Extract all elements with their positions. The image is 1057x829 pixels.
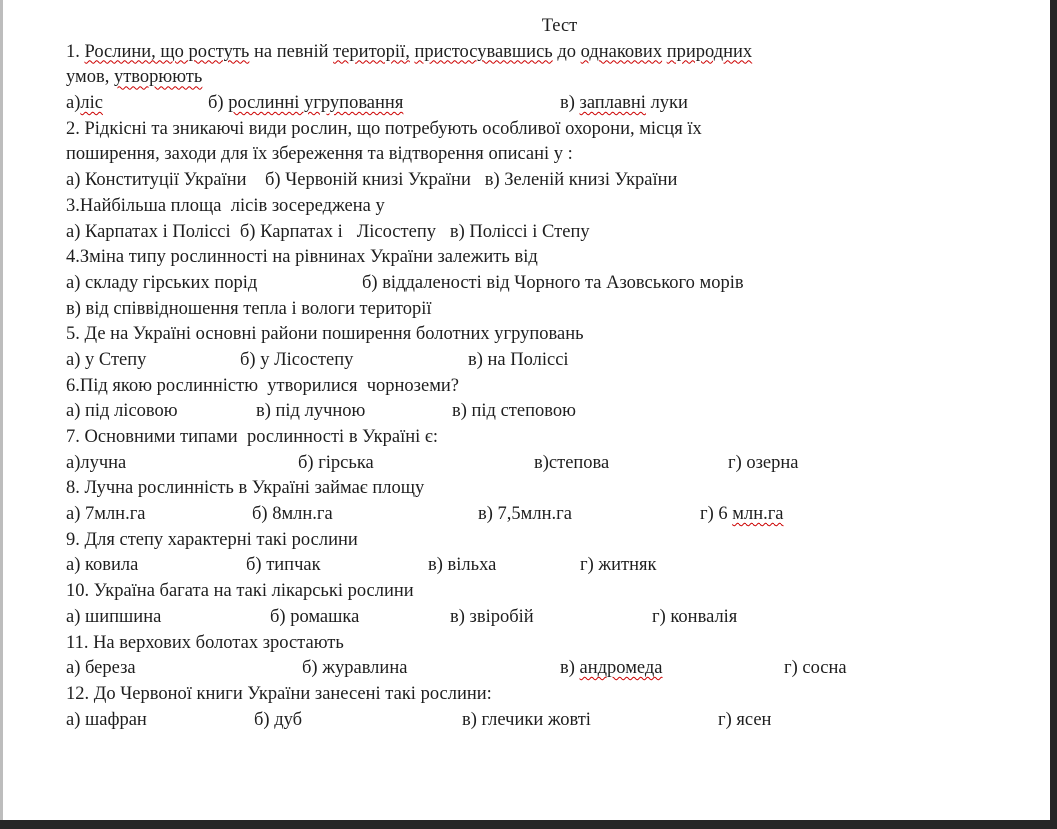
question-4-option-c: в) від співвідношення тепла і вологи території xyxy=(66,298,432,319)
question-1-line-2: умов, утворюють xyxy=(66,67,203,88)
question-12-options xyxy=(66,708,1027,734)
q5-option-b: б) у Лісостепу xyxy=(240,349,354,370)
q5-option-c: в) на Поліссі xyxy=(468,349,569,370)
q7-option-d: г) озерна xyxy=(728,452,799,473)
q8-option-a: а) 7млн.га xyxy=(66,504,146,525)
question-7-line-1: 7. Основними типами рослинності в Україні є: xyxy=(66,427,438,447)
question-11-options xyxy=(66,656,1027,682)
question-9-line-1: 9. Для степу характерні такі рослини xyxy=(66,529,358,550)
question-6-line-1: 6.Під якою рослинністю утворилися чорноземи? xyxy=(66,375,460,396)
q7-option-b: б) гірська xyxy=(298,452,374,473)
question-5-line-1: 5. Де на Україні основні райони поширення болотних угруповань xyxy=(66,324,584,345)
q4-option-b: б) віддаленості від Чорного та Азовського морів xyxy=(362,272,744,293)
question-11-line-1: 11. На верхових болотах зростають xyxy=(66,632,344,653)
page-left-edge xyxy=(0,0,3,829)
page-right-shadow xyxy=(1050,0,1057,829)
page-bottom-shadow xyxy=(0,820,1057,829)
q11-option-a: а) береза xyxy=(66,658,136,679)
question-3-line-1: 3.Найбільша площа лісів зосереджена у xyxy=(66,195,385,216)
q5-option-a: а) у Степу xyxy=(66,349,147,370)
q1-option-c: в) заплавні луки xyxy=(560,93,688,114)
q11-option-d: г) сосна xyxy=(784,658,847,679)
q9-option-a: а) ковила xyxy=(66,555,139,576)
q10-option-b: б) ромашка xyxy=(270,606,360,627)
q8-option-d: г) 6 млн.га xyxy=(700,504,784,525)
q1-option-b: б) рослинні угруповання xyxy=(208,93,404,114)
q12-option-d: г) ясен xyxy=(718,709,772,730)
q9-option-d: г) житняк xyxy=(580,555,657,576)
question-6-options xyxy=(66,399,1027,425)
q8-option-b: б) 8млн.га xyxy=(252,504,333,525)
q12-option-b: б) дуб xyxy=(254,709,303,730)
question-12-line-1: 12. До Червоної книги України занесені такі рослини: xyxy=(66,683,492,704)
q9-option-c: в) вільха xyxy=(428,555,497,576)
question-8-line-1: 8. Лучна рослинність в Україні займає площу xyxy=(66,478,425,499)
document-title: Тест xyxy=(541,16,578,36)
q7-option-a: а)лучна xyxy=(66,452,127,473)
question-4-line-1: 4.Зміна типу рослинності на рівнинах України залежить від xyxy=(66,247,538,268)
q10-option-a: а) шипшина xyxy=(66,606,162,627)
q10-option-c: в) звіробій xyxy=(450,606,534,627)
question-1-line-1: 1. Рослини, що ростуть на певній території, пристосувавшись до однакових природних xyxy=(66,41,753,62)
test-content xyxy=(66,14,1027,733)
question-4-options xyxy=(66,271,1027,297)
q1-option-a: а)ліс xyxy=(66,93,103,114)
question-10-options xyxy=(66,605,1027,631)
question-3-options: а) Карпатах і Поліссі б) Карпатах і Лісостепу в) Поліссі і Степу xyxy=(66,221,590,242)
q12-option-c: в) глечики жовті xyxy=(462,709,591,730)
question-8-options xyxy=(66,502,1027,528)
question-10-line-1: 10. Україна багата на такі лікарські рослини xyxy=(66,581,414,602)
q4-option-a: а) складу гірських порід xyxy=(66,272,258,293)
question-2-line-2: поширення, заходи для їх збереження та відтворення описані у : xyxy=(66,144,573,165)
question-2-options: а) Конституції України б) Червоній книзі України в) Зеленій книзі України xyxy=(66,170,678,191)
q6-option-a: а) під лісовою xyxy=(66,401,178,422)
q11-option-b: б) журавлина xyxy=(302,658,408,679)
q11-option-c: в) андромеда xyxy=(560,658,663,679)
q10-option-d: г) конвалія xyxy=(652,606,738,627)
question-7-options xyxy=(66,451,1027,477)
q8-option-c: в) 7,5млн.га xyxy=(478,504,572,525)
question-2-line-1: 2. Рідкісні та зникаючі види рослин, що потребують особливої охорони, місця їх xyxy=(66,118,702,139)
question-9-options xyxy=(66,553,1027,579)
q6-option-b: в) під лучною xyxy=(256,401,366,422)
q9-option-b: б) типчак xyxy=(246,555,321,576)
question-1-options xyxy=(66,91,1027,117)
q6-option-c: в) під степовою xyxy=(452,401,576,422)
q7-option-c: в)степова xyxy=(534,452,610,473)
q12-option-a: а) шафран xyxy=(66,709,147,730)
question-5-options xyxy=(66,348,1027,374)
